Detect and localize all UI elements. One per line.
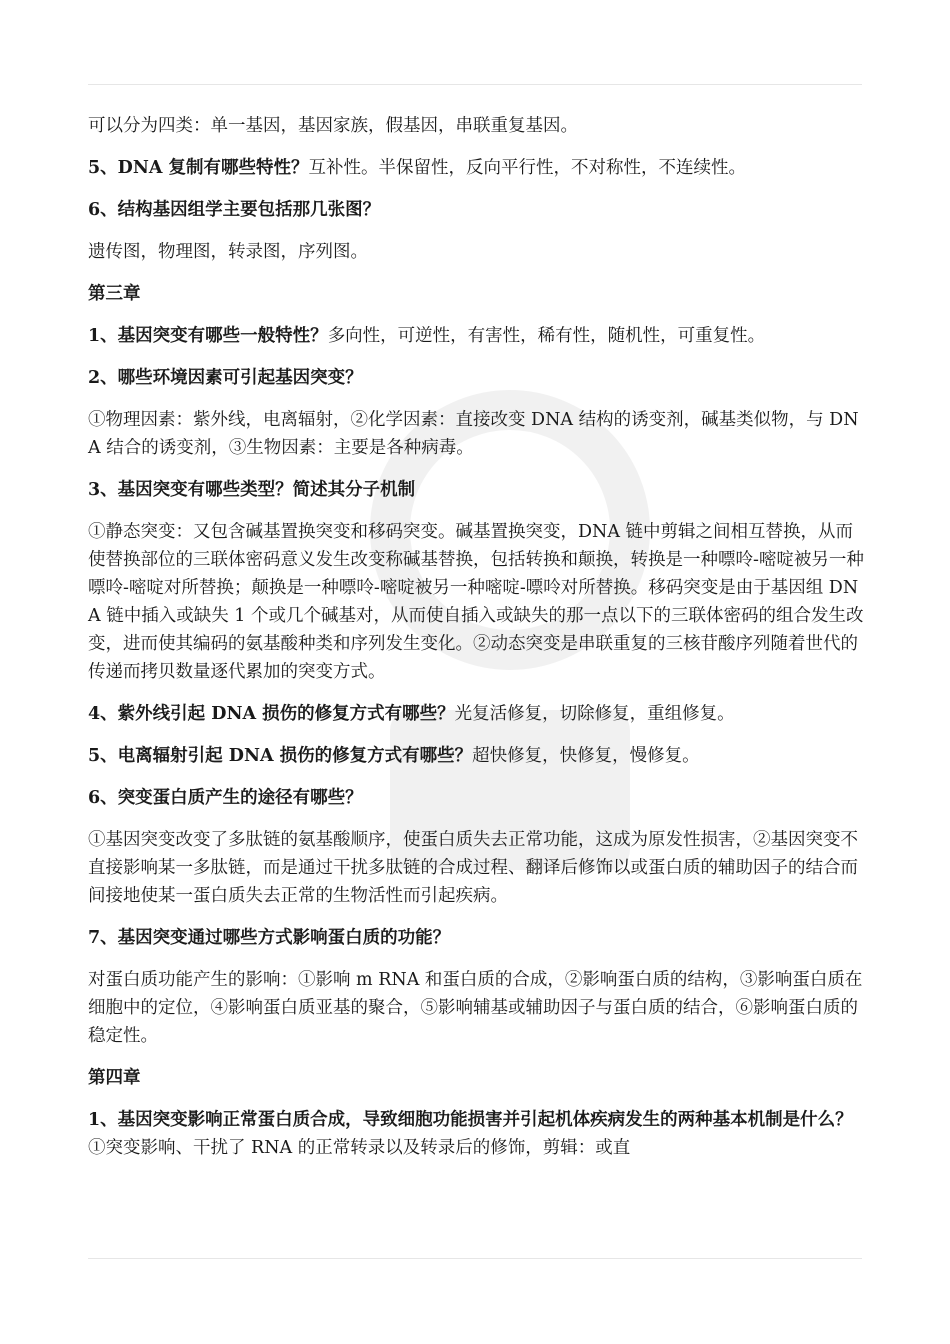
paragraph-7 [88, 364, 868, 392]
paragraph-12 [88, 742, 868, 770]
answer-text: ①静态突变：又包含碱基置换突变和移码突变。碱基置换突变，DNA 链中剪辑之间相互替换，从而使替换部位的三联体密码意义发生改变称碱基替换，包括转换和颠换，转换是一种嘌呤-嘧啶被另一种嘌呤-嘧啶对所替换；颠换是一种嘌呤-嘧啶被另一种嘧啶-嘌呤对所替换。移码突变是由于基因组 DNA 链中插入或缺失 1 个或几个碱基对，从而使自插入或缺失的那一点以下的三联体密码的组合发生改变，进而使其编码的氨基酸种类和序列发生变化。②动态突变是串联重复的三核苷酸序列随着世代的传递而拷贝数量逐代累加的突变方式。 [88, 522, 864, 682]
paragraph-8 [88, 406, 868, 462]
question-text: 6、结构基因组学主要包括那几张图？ [88, 200, 381, 220]
paragraph-15 [88, 924, 868, 952]
paragraph-4 [88, 238, 868, 266]
paragraph-3 [88, 196, 868, 224]
answer-text: 遗传图，物理图，转录图，序列图。 [88, 242, 368, 262]
question-text: 1、基因突变影响正常蛋白质合成，导致细胞功能损害并引起机体疾病发生的两种基本机制是什么？ [88, 1110, 853, 1130]
paragraph-6 [88, 322, 868, 350]
question-text: 1、基因突变有哪些一般特性？ [88, 326, 328, 346]
paragraph-14 [88, 826, 868, 910]
question-text: 4、紫外线引起 DNA 损伤的修复方式有哪些？ [88, 704, 455, 724]
answer-text: 可以分为四类：单一基因，基因家族，假基因，串联重复基因。 [88, 116, 578, 136]
paragraph-11 [88, 700, 868, 728]
chapter-heading: 第四章 [88, 1068, 141, 1088]
answer-text: ①物理因素：紫外线，电离辐射，②化学因素：直接改变 DNA 结构的诱变剂，碱基类似物，与 DNA 结合的诱变剂，③生物因素：主要是各种病毒。 [88, 410, 859, 458]
paragraph-13 [88, 784, 868, 812]
paragraph-16 [88, 966, 868, 1050]
document-body [88, 112, 868, 1176]
question-text: 5、电离辐射引起 DNA 损伤的修复方式有哪些？ [88, 746, 473, 766]
answer-text: 对蛋白质功能产生的影响：①影响 m RNA 和蛋白质的合成，②影响蛋白质的结构，③影响蛋白质在细胞中的定位，④影响蛋白质亚基的聚合，⑤影响辅基或辅助因子与蛋白质的结合，⑥影响蛋白质的稳定性。 [88, 970, 863, 1046]
answer-text: 超快修复，快修复，慢修复。 [472, 746, 700, 766]
answer-text: ①基因突变改变了多肽链的氨基酸顺序，使蛋白质失去正常功能，这成为原发性损害，②基因突变不直接影响某一多肽链，而是通过干扰多肽链的合成过程、翻译后修饰以或蛋白质的辅助因子的结合而间接地使某一蛋白质失去正常的生物活性而引起疾病。 [88, 830, 858, 906]
question-text: 6、突变蛋白质产生的途径有哪些？ [88, 788, 363, 808]
question-text: 3、基因突变有哪些类型？简述其分子机制 [88, 480, 416, 500]
paragraph-2 [88, 154, 868, 182]
question-text: 7、基因突变通过哪些方式影响蛋白质的功能？ [88, 928, 451, 948]
answer-text: ①突变影响、干扰了 RNA 的正常转录以及转录后的修饰，剪辑：或直 [88, 1138, 631, 1158]
answer-text: 多向性，可逆性，有害性，稀有性，随机性，可重复性。 [327, 326, 766, 346]
footer-rule [88, 1258, 862, 1259]
paragraph-9 [88, 476, 868, 504]
question-text: 5、DNA 复制有哪些特性？ [88, 158, 309, 178]
header-rule [88, 84, 862, 85]
answer-text: 光复活修复，切除修复，重组修复。 [454, 704, 735, 724]
answer-text: 互补性。半保留性，反向平行性，不对称性，不连续性。 [308, 158, 747, 178]
chapter-heading: 第三章 [88, 284, 141, 304]
question-text: 2、哪些环境因素可引起基因突变？ [88, 368, 363, 388]
paragraph-10 [88, 518, 868, 686]
paragraph-1 [88, 112, 868, 140]
paragraph-18 [88, 1106, 868, 1162]
